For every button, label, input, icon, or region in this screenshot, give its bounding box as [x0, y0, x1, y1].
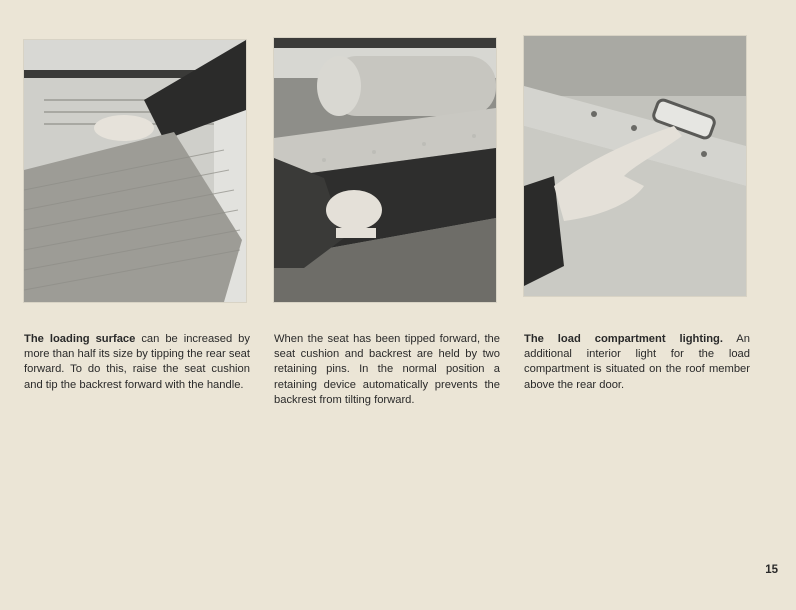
photo-retaining-pins: [274, 38, 496, 302]
caption-load-compartment-lighting: [524, 332, 750, 393]
caption-loading-surface-heading: The loading surface: [24, 333, 136, 345]
photo-loading-surface-image: [24, 40, 246, 302]
caption-retaining-pins: [274, 332, 500, 408]
caption-load-compartment-lighting-text: An additional interior light for the load compartment is situated on the roof member above the rear door.: [524, 333, 750, 391]
caption-load-compartment-lighting-heading: The load compartment lighting.: [524, 333, 723, 345]
photo-loading-surface: [24, 40, 246, 302]
caption-loading-surface: [24, 332, 250, 393]
photo-retaining-pins-image: [274, 38, 496, 302]
caption-loading-surface-text: can be increased by more than half its size by tipping the rear seat forward. To do this, raise the seat cushion and tip the backrest forward with the handle.: [24, 333, 250, 391]
caption-retaining-pins-text: When the seat has been tipped forward, the seat cushion and backrest are held by two retaining pins. In the normal position a retaining device automatically prevents the backrest from tilting forward.: [274, 333, 500, 406]
photo-load-compartment-lighting: [524, 36, 746, 296]
page-number: 15: [765, 564, 778, 576]
photo-load-compartment-lighting-image: [524, 36, 746, 296]
